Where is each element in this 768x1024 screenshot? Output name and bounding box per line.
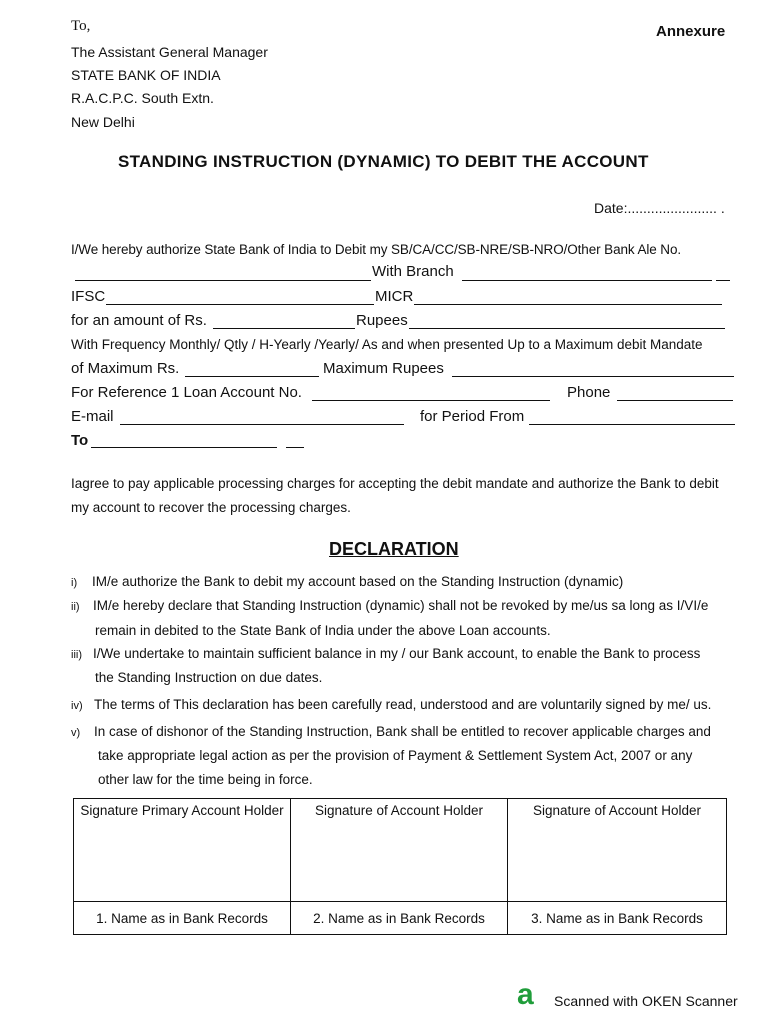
ifsc-line[interactable] (106, 304, 374, 305)
to-date-line-tail (286, 447, 304, 448)
declaration-item-number: iv) (71, 700, 83, 712)
addressee-line-4: New Delhi (71, 114, 135, 130)
account-number-line[interactable] (75, 280, 371, 281)
period-from-label: for Period From (420, 408, 525, 425)
signature-cell-primary[interactable]: Signature Primary Account Holder (74, 799, 291, 902)
agree-text-line-1: Iagree to pay applicable processing charges for accepting the debit mandate and authorize the Bank to debit (71, 476, 719, 491)
email-label: E-mail (71, 408, 114, 425)
rupees-line[interactable] (409, 328, 725, 329)
declaration-item-text: remain in debited to the State Bank of India under the above Loan accounts. (95, 623, 551, 638)
date-field[interactable]: Date:....................... . (594, 200, 725, 216)
max-rupees-label: Maximum Rupees (323, 360, 444, 377)
phone-label: Phone (567, 384, 611, 401)
phone-line[interactable] (617, 400, 733, 401)
amount-line[interactable] (213, 328, 355, 329)
reference-label: For Reference 1 Loan Account No. (71, 384, 302, 401)
ifsc-label: IFSC (71, 288, 106, 305)
declaration-item-text: The terms of This declaration has been carefully read, understood and are voluntarily signed by me/ us. (94, 697, 712, 712)
authorize-text: I/We hereby authorize State Bank of India to Debit my SB/CA/CC/SB-NRE/SB-NRO/Other Bank Ale No. (71, 242, 682, 257)
declaration-item-text: I/We undertake to maintain sufficient balance in my / our Bank account, to enable the Bank to process (93, 646, 701, 661)
name-cell-1[interactable]: 1. Name as in Bank Records (74, 902, 291, 935)
declaration-item-text: take appropriate legal action as per the provision of Payment & Settlement System Act, 2007 or any (98, 748, 693, 763)
branch-line[interactable] (462, 280, 712, 281)
branch-line-tail (716, 280, 730, 281)
declaration-item-text: other law for the time being in force. (98, 772, 313, 787)
addressee-line-1: The Assistant General Manager (71, 44, 268, 60)
with-branch-label: With Branch (372, 263, 454, 280)
declaration-heading: DECLARATION (329, 539, 459, 559)
document-title: STANDING INSTRUCTION (DYNAMIC) TO DEBIT THE ACCOUNT (118, 152, 649, 171)
frequency-text: With Frequency Monthly/ Qtly / H-Yearly /Yearly/ As and when presented Up to a Maximum debit Mandate (71, 337, 703, 352)
max-rs-line[interactable] (185, 376, 319, 377)
declaration-item-number: iii) (71, 649, 82, 661)
declaration-item-number: v) (71, 727, 81, 739)
amount-label: for an amount of Rs. (71, 312, 207, 329)
declaration-item-text: In case of dishonor of the Standing Instruction, Bank shall be entitled to recover applicable charges and (94, 724, 711, 739)
email-line[interactable] (120, 424, 404, 425)
max-rupees-line[interactable] (452, 376, 734, 377)
declaration-item-text: IM/e authorize the Bank to debit my account based on the Standing Instruction (dynamic) (92, 574, 624, 589)
scanner-logo-icon: a (517, 978, 534, 1011)
addressee-line-3: R.A.C.P.C. South Extn. (71, 90, 214, 106)
loan-account-line[interactable] (312, 400, 550, 401)
to-date-line[interactable] (91, 447, 277, 448)
agree-text-line-2: my account to recover the processing charges. (71, 500, 351, 515)
signature-cell-second[interactable]: Signature of Account Holder (291, 799, 508, 902)
name-cell-3[interactable]: 3. Name as in Bank Records (508, 902, 727, 935)
micr-line[interactable] (414, 304, 722, 305)
signature-table (73, 798, 727, 935)
max-rs-label: of Maximum Rs. (71, 360, 180, 377)
micr-label: MICR (375, 288, 414, 305)
signature-cell-third[interactable]: Signature of Account Holder (508, 799, 727, 902)
scanner-watermark: Scanned with OKEN Scanner (554, 993, 738, 1009)
name-cell-2[interactable]: 2. Name as in Bank Records (291, 902, 508, 935)
declaration-item-text: the Standing Instruction on due dates. (95, 670, 323, 685)
addressee-line-2: STATE BANK OF INDIA (71, 67, 221, 83)
declaration-item-number: ii) (71, 601, 80, 613)
annexure-label: Annexure (656, 23, 726, 40)
rupees-label: Rupees (356, 312, 408, 329)
period-from-line[interactable] (529, 424, 735, 425)
to-salutation: To, (71, 18, 91, 34)
declaration-item-number: i) (71, 577, 78, 589)
to-label: To (71, 432, 89, 449)
declaration-item-text: IM/e hereby declare that Standing Instruction (dynamic) shall not be revoked by me/us sa long as I/VI/e (93, 598, 709, 613)
